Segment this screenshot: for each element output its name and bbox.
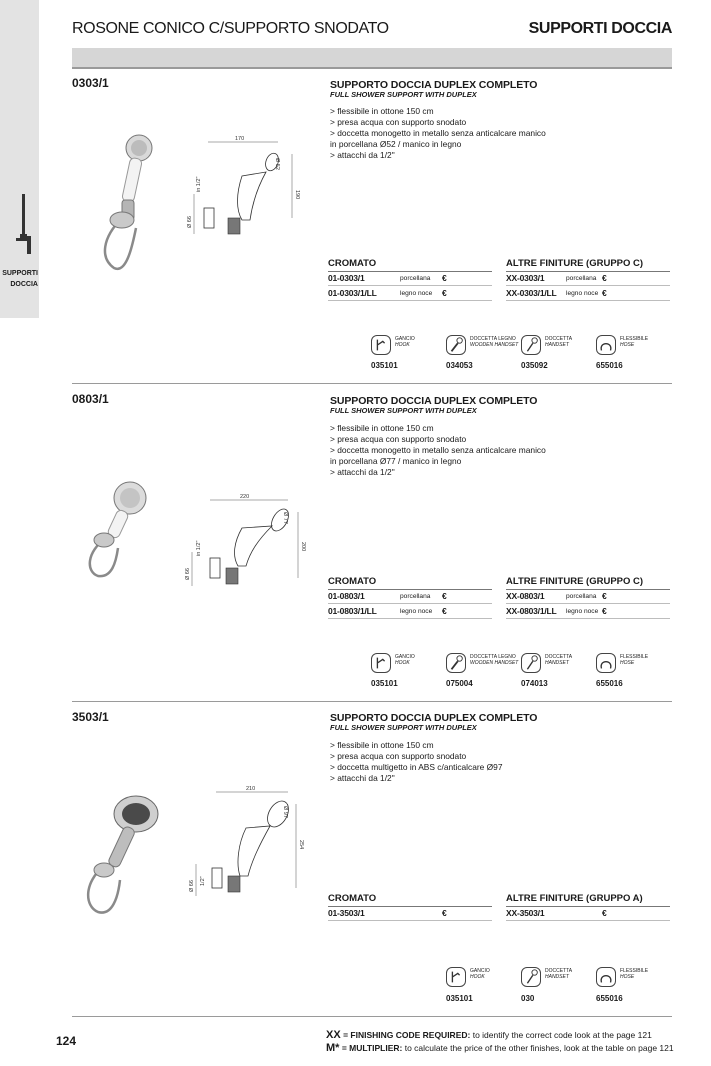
finish-label: legno noce — [400, 608, 433, 615]
footer-key: M* — [326, 1042, 340, 1054]
accessory-code: 030 — [521, 994, 535, 1003]
section-divider — [72, 383, 672, 384]
svg-text:190: 190 — [294, 190, 300, 200]
footer-key-text: to identify the correct code look at the page 121 — [472, 1030, 652, 1040]
article-code: 01-0303/1 — [328, 273, 365, 283]
price-row — [328, 287, 492, 301]
handset-icon — [521, 653, 541, 673]
price-header-chrome: CROMATO — [328, 258, 492, 272]
feature-line: > attacchi da 1/2" — [330, 150, 395, 160]
header-bar — [72, 48, 672, 67]
price-header-other-finishes: ALTRE FINITURE (GRUPPO A) — [506, 893, 670, 907]
price-value: € — [602, 908, 607, 918]
accessory-hose: FLESSIBILE HOSE — [596, 653, 686, 683]
product-code: 3503/1 — [72, 710, 109, 724]
svg-text:1/2": 1/2" — [200, 876, 206, 886]
accessory-code: 655016 — [596, 679, 623, 688]
product-photo — [80, 794, 162, 916]
product-subtitle: FULL SHOWER SUPPORT WITH DUPLEX — [330, 90, 477, 99]
footer-note-multiplier — [326, 1042, 674, 1054]
price-row — [506, 272, 670, 286]
finish-label: porcellana — [400, 275, 431, 282]
accessory-code: 074013 — [521, 679, 548, 688]
hose-icon — [596, 335, 616, 355]
feature-line: > doccetta monogetto in metallo senza anticalcare manico — [330, 128, 546, 138]
accessory-code: 035101 — [371, 361, 398, 370]
feature-line: > flessibile in ottone 150 cm — [330, 423, 434, 433]
wooden-handset-icon — [446, 335, 466, 355]
svg-text:210: 210 — [246, 786, 256, 792]
svg-text:in 1/2": in 1/2" — [196, 540, 202, 556]
footer-note-finishing — [326, 1029, 652, 1041]
accessory-code: 035092 — [521, 361, 548, 370]
product-photo — [82, 478, 152, 578]
finish-label: porcellana — [400, 593, 431, 600]
finish-label: porcellana — [566, 593, 597, 600]
accessory-code: 075004 — [446, 679, 473, 688]
feature-line: > attacchi da 1/2" — [330, 773, 395, 783]
accessory-hose: FLESSIBILE HOSE — [596, 335, 686, 365]
feature-line: > flessibile in ottone 150 cm — [330, 740, 434, 750]
price-row — [328, 907, 492, 921]
technical-drawing — [180, 134, 310, 250]
accessory-hook: GANCIO HOOK — [371, 653, 461, 683]
technical-drawing — [184, 784, 314, 914]
hook-icon — [446, 967, 466, 987]
article-code: 01-3503/1 — [328, 908, 365, 918]
accessory-hose: FLESSIBILE HOSE — [596, 967, 686, 997]
accessory-code: 035101 — [371, 679, 398, 688]
feature-line: in porcellana Ø77 / manico in legno — [330, 456, 462, 466]
price-row — [328, 272, 492, 286]
price-row — [506, 907, 670, 921]
finish-label: porcellana — [566, 275, 597, 282]
finish-label: legno noce — [566, 290, 599, 297]
svg-text:254: 254 — [298, 840, 304, 850]
feature-line: in porcellana Ø52 / manico in legno — [330, 139, 462, 149]
page-number: 124 — [56, 1034, 77, 1048]
header-divider — [72, 67, 672, 69]
price-row — [506, 605, 670, 619]
accessory-hook: GANCIO HOOK — [371, 335, 461, 365]
feature-line: > presa acqua con supporto snodato — [330, 434, 467, 444]
finish-label: legno noce — [566, 608, 599, 615]
svg-text:Ø 66: Ø 66 — [189, 880, 195, 892]
hook-icon — [371, 653, 391, 673]
price-value: € — [602, 591, 607, 601]
svg-text:200: 200 — [300, 542, 306, 552]
svg-text:Ø 66: Ø 66 — [187, 216, 193, 228]
article-code: XX-0803/1/LL — [506, 606, 557, 616]
price-value: € — [602, 606, 607, 616]
svg-text:220: 220 — [240, 494, 250, 500]
accessory-handset: DOCCETTA HANDSET — [521, 653, 611, 683]
footer-key: XX — [326, 1029, 341, 1041]
feature-line: > presa acqua con supporto snodato — [330, 117, 467, 127]
feature-line: > doccetta multigetto in ABS c/anticalcare Ø97 — [330, 762, 503, 772]
svg-text:in 1/2": in 1/2" — [196, 176, 202, 192]
page-title: ROSONE CONICO C/SUPPORTO SNODATO — [72, 20, 389, 37]
price-header-other-finishes: ALTRE FINITURE (GRUPPO C) — [506, 576, 670, 590]
accessory-code: 655016 — [596, 994, 623, 1003]
price-header-chrome: CROMATO — [328, 576, 492, 590]
product-title: SUPPORTO DOCCIA DUPLEX COMPLETO — [330, 395, 538, 407]
footer-divider — [72, 1016, 672, 1017]
accessory-handset: DOCCETTA HANDSET — [521, 335, 611, 365]
article-code: 01-0803/1/LL — [328, 606, 377, 616]
product-photo — [92, 128, 162, 272]
accessory-code: 035101 — [446, 994, 473, 1003]
hose-icon — [596, 967, 616, 987]
price-header-other-finishes: ALTRE FINITURE (GRUPPO C) — [506, 258, 670, 272]
svg-text:Ø 77: Ø 77 — [282, 512, 288, 524]
accessory-wooden-handset: DOCCETTA LEGNO WOODEN HANDSET — [446, 335, 536, 365]
handset-icon — [521, 967, 541, 987]
product-code: 0303/1 — [72, 76, 109, 90]
price-row — [506, 287, 670, 301]
price-value: € — [602, 273, 607, 283]
hook-icon — [371, 335, 391, 355]
product-subtitle: FULL SHOWER SUPPORT WITH DUPLEX — [330, 406, 477, 415]
product-features — [330, 740, 502, 784]
footer-key-label: = MULTIPLIER: — [341, 1043, 403, 1053]
article-code: 01-0303/1/LL — [328, 288, 377, 298]
svg-text:Ø 52: Ø 52 — [274, 158, 280, 170]
accessory-handset: DOCCETTA HANDSET — [521, 967, 611, 997]
svg-text:170: 170 — [235, 136, 245, 142]
price-header-chrome: CROMATO — [328, 893, 492, 907]
feature-line: > attacchi da 1/2" — [330, 467, 395, 477]
handset-icon — [521, 335, 541, 355]
product-features — [330, 106, 546, 161]
shower-support-icon — [12, 192, 38, 256]
price-value: € — [442, 288, 447, 298]
hose-icon — [596, 653, 616, 673]
accessory-hook: GANCIO HOOK — [446, 967, 536, 997]
article-code: XX-0303/1/LL — [506, 288, 557, 298]
accessory-code: 655016 — [596, 361, 623, 370]
product-title: SUPPORTO DOCCIA DUPLEX COMPLETO — [330, 712, 538, 724]
technical-drawing — [180, 492, 310, 600]
accessory-wooden-handset: DOCCETTA LEGNO WOODEN HANDSET — [446, 653, 536, 683]
price-row — [328, 605, 492, 619]
footer-key-text: to calculate the price of the other finishes, look at the table on page 121 — [404, 1043, 674, 1053]
article-code: 01-0803/1 — [328, 591, 365, 601]
page-category: SUPPORTI DOCCIA — [528, 20, 672, 37]
price-value: € — [442, 273, 447, 283]
product-code: 0803/1 — [72, 392, 109, 406]
accessory-code: 034053 — [446, 361, 473, 370]
side-category-label: SUPPORTI DOCCIA — [2, 270, 38, 288]
price-value: € — [442, 591, 447, 601]
footer-key-label: = FINISHING CODE REQUIRED: — [343, 1030, 471, 1040]
price-row — [328, 590, 492, 604]
svg-text:Ø 66: Ø 66 — [185, 568, 191, 580]
product-features — [330, 423, 546, 478]
feature-line: > flessibile in ottone 150 cm — [330, 106, 434, 116]
price-value: € — [442, 908, 447, 918]
article-code: XX-3503/1 — [506, 908, 545, 918]
product-subtitle: FULL SHOWER SUPPORT WITH DUPLEX — [330, 723, 477, 732]
product-title: SUPPORTO DOCCIA DUPLEX COMPLETO — [330, 79, 538, 91]
price-value: € — [602, 288, 607, 298]
finish-label: legno noce — [400, 290, 433, 297]
price-value: € — [442, 606, 447, 616]
svg-text:Ø 97: Ø 97 — [282, 806, 288, 818]
feature-line: > presa acqua con supporto snodato — [330, 751, 467, 761]
feature-line: > doccetta monogetto in metallo senza anticalcare manico — [330, 445, 546, 455]
article-code: XX-0303/1 — [506, 273, 545, 283]
side-category-tab — [0, 0, 39, 318]
wooden-handset-icon — [446, 653, 466, 673]
price-row — [506, 590, 670, 604]
section-divider — [72, 701, 672, 702]
article-code: XX-0803/1 — [506, 591, 545, 601]
